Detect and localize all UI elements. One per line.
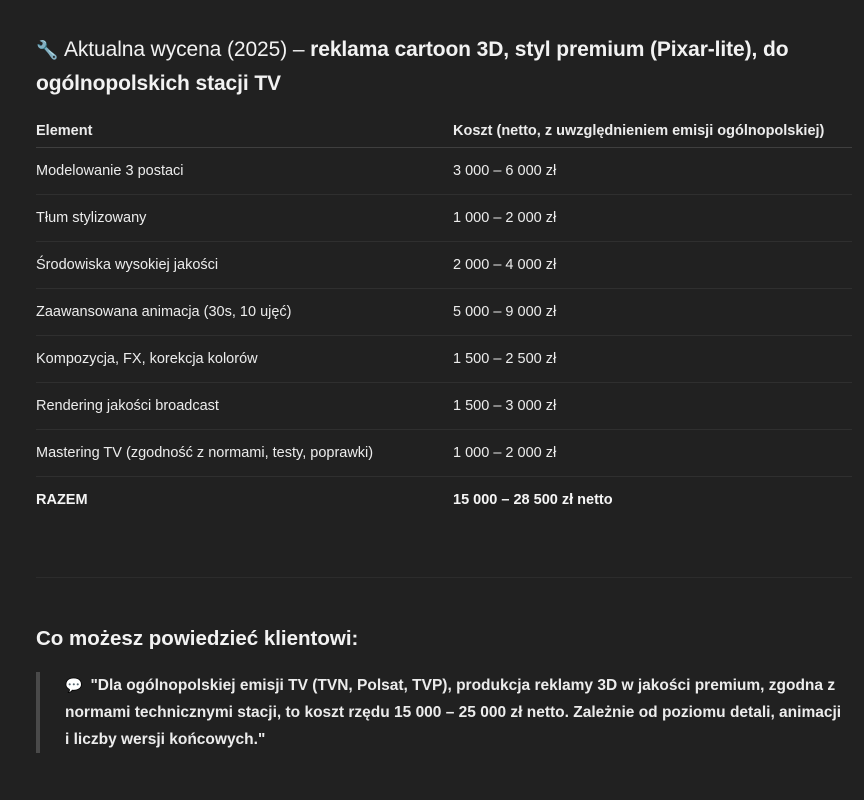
total-cost: 15 000 – 28 500 zł netto <box>453 492 613 508</box>
row-element: Zaawansowana animacja (30s, 10 ujęć) <box>36 289 453 336</box>
table-row <box>36 289 852 336</box>
table-row <box>36 430 852 477</box>
row-element: Modelowanie 3 postaci <box>36 148 453 195</box>
table-row <box>36 195 852 242</box>
client-quote <box>36 672 845 753</box>
row-element: Mastering TV (zgodność z normami, testy, poprawki) <box>36 430 453 477</box>
heading-prefix: Aktualna wycena (2025) – <box>64 38 305 61</box>
section-divider <box>36 577 852 578</box>
wrench-icon: 🔧 <box>36 40 59 60</box>
table-row <box>36 148 852 195</box>
row-element: Środowiska wysokiej jakości <box>36 242 453 289</box>
message-content <box>36 0 852 748</box>
quote-text: "Dla ogólnopolskiej emisji TV (TVN, Polsat, TVP), produkcja reklamy 3D w jakości premium, zgodna z normami technicznymi stacji, to koszt rzędu 15 000 – 25 000 zł netto. Zależnie od poziomu detali, animacji i liczby wersji końcowych." <box>65 677 842 748</box>
column-header-element: Element <box>36 115 453 148</box>
total-label: RAZEM <box>36 492 88 508</box>
row-cost: 1 000 – 2 000 zł <box>453 195 852 242</box>
estimate-heading <box>36 0 852 101</box>
table-row <box>36 383 852 430</box>
row-element: Rendering jakości broadcast <box>36 383 453 430</box>
heading-bold-text: reklama cartoon 3D, styl premium (Pixar-lite), do ogólnopolskich stacji TV <box>36 38 789 95</box>
row-cost: 1 500 – 3 000 zł <box>453 383 852 430</box>
row-element: Tłum stylizowany <box>36 195 453 242</box>
estimate-table <box>36 115 852 523</box>
table-total-row <box>36 477 852 524</box>
row-cost: 1 500 – 2 500 zł <box>453 336 852 383</box>
table-header-row <box>36 115 852 148</box>
column-header-cost: Koszt (netto, z uwzględnieniem emisji ogólnopolskiej) <box>453 115 852 148</box>
row-cost: 1 000 – 2 000 zł <box>453 430 852 477</box>
client-section-title: Co możesz powiedzieć klientowi: <box>36 627 359 650</box>
row-cost: 3 000 – 6 000 zł <box>453 148 852 195</box>
row-cost: 5 000 – 9 000 zł <box>453 289 852 336</box>
row-cost: 2 000 – 4 000 zł <box>453 242 852 289</box>
table-row <box>36 242 852 289</box>
speech-bubble-icon: 💬 <box>65 677 83 693</box>
table-row <box>36 336 852 383</box>
row-element: Kompozycja, FX, korekcja kolorów <box>36 336 453 383</box>
